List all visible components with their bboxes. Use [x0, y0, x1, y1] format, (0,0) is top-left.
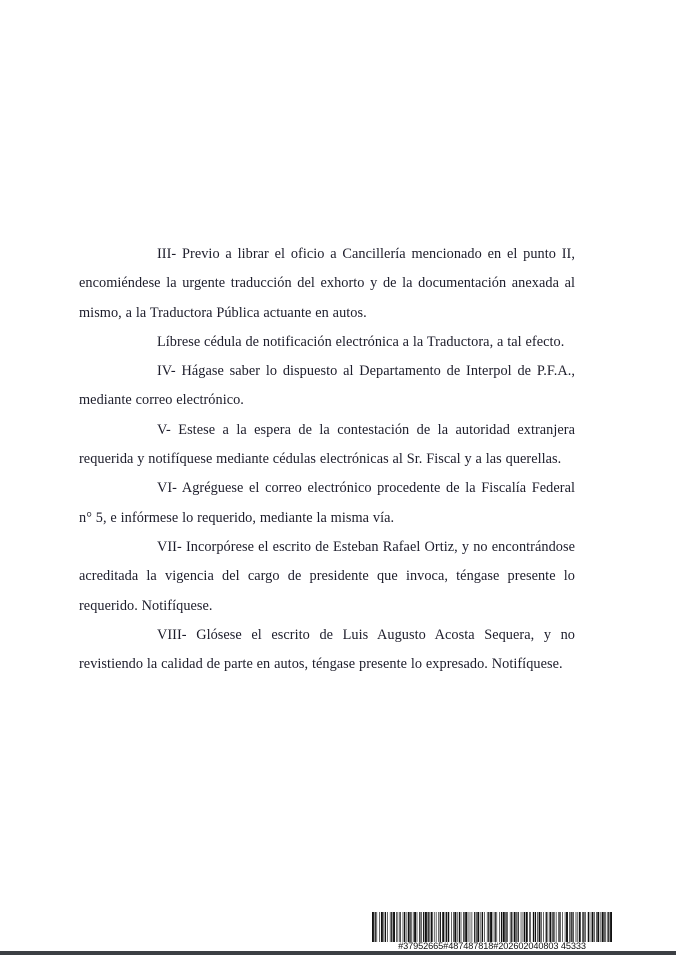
barcode-icon [372, 912, 612, 942]
paragraph-iv: IV- Hágase saber lo dispuesto al Departamento de Interpol de P.F.A., mediante correo electrónico. [79, 363, 575, 409]
paragraph-vii: VII- Incorpórese el escrito de Esteban Rafael Ortiz, y no encontrándose acreditada la vigencia del cargo de presidente que invoca, téngase presente lo requerido. Notifíquese. [79, 538, 575, 614]
document-text-block [79, 240, 575, 679]
barcode-block [372, 912, 612, 951]
paragraph-librese-cedula: Líbrese cédula de notificación electrónica a la Traductora, a tal efecto. [157, 333, 565, 350]
paragraph-vi: VI- Agréguese el correo electrónico procedente de la Fiscalía Federal n° 5, e infórmese lo requerido, mediante la misma vía. [79, 480, 575, 526]
footer-rule [0, 951, 676, 955]
paragraph-v: V- Estese a la espera de la contestación de la autoridad extranjera requerida y notifíquese mediante cédulas electrónicas al Sr. Fiscal y a las querellas. [79, 421, 575, 468]
paragraph-iii: III- Previo a librar el oficio a Cancillería mencionado en el punto II, encomiéndese la urgente traducción del exhorto y de la documentación anexada al mismo, a la Traductora Pública actuante en autos. [79, 246, 575, 321]
barcode-value-label: #37952665#487487818#202602040803 45333 [398, 941, 586, 951]
paragraph-viii: VIII- Glósese el escrito de Luis Augusto Acosta Sequera, y no revistiendo la calidad de parte en autos, téngase presente lo expresado. Notifíquese. [79, 626, 575, 673]
